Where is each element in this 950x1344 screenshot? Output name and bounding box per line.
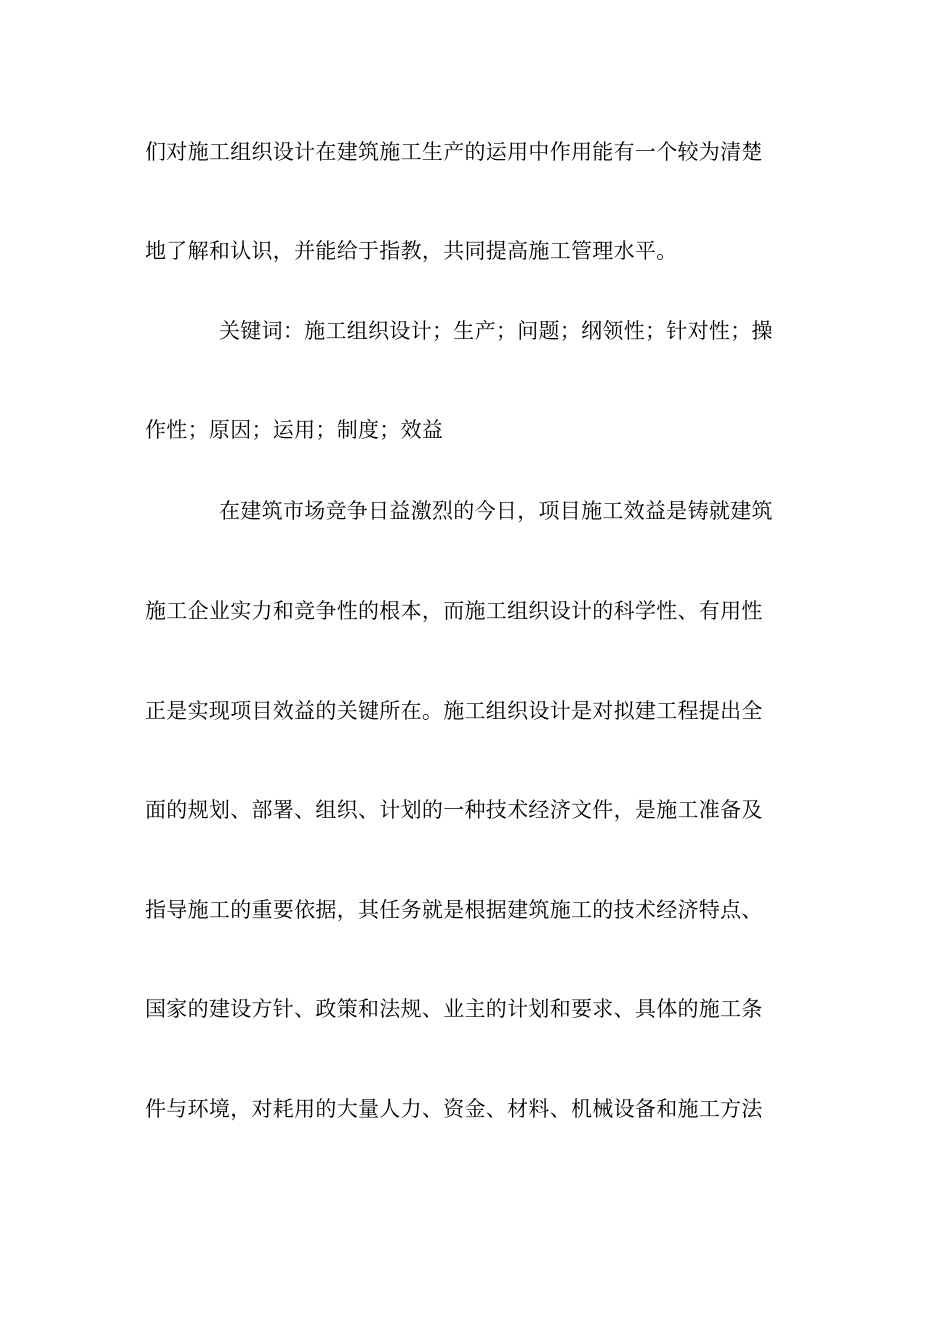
body-text-line: 地了解和认识，并能给于指教，共同提高施工管理水平。	[145, 239, 678, 263]
body-text-line: 正是实现项目效益的关键所在。施工组织设计是对拟建工程提出全	[145, 699, 763, 723]
keywords-line: 关键词：施工组织设计；生产；问题；纲领性；针对性；操	[219, 319, 773, 343]
body-text-line: 们对施工组织设计在建筑施工生产的运用中作用能有一个较为清楚	[145, 140, 763, 164]
keywords-line-continued: 作性；原因；运用；制度；效益	[145, 418, 444, 442]
body-text-line: 面的规划、部署、组织、计划的一种技术经济文件，是施工准备及	[145, 798, 763, 822]
body-text-line: 施工企业实力和竞争性的根本，而施工组织设计的科学性、有用性	[145, 599, 763, 623]
body-text-line: 国家的建设方针、政策和法规、业主的计划和要求、具体的施工条	[145, 997, 763, 1021]
body-text-line: 指导施工的重要依据，其任务就是根据建筑施工的技术经济特点、	[145, 898, 763, 922]
paragraph-first-line: 在建筑市场竞争日益激烈的今日，项目施工效益是铸就建筑	[219, 499, 773, 523]
body-text-line: 件与环境，对耗用的大量人力、资金、材料、机械设备和施工方法	[145, 1097, 763, 1121]
